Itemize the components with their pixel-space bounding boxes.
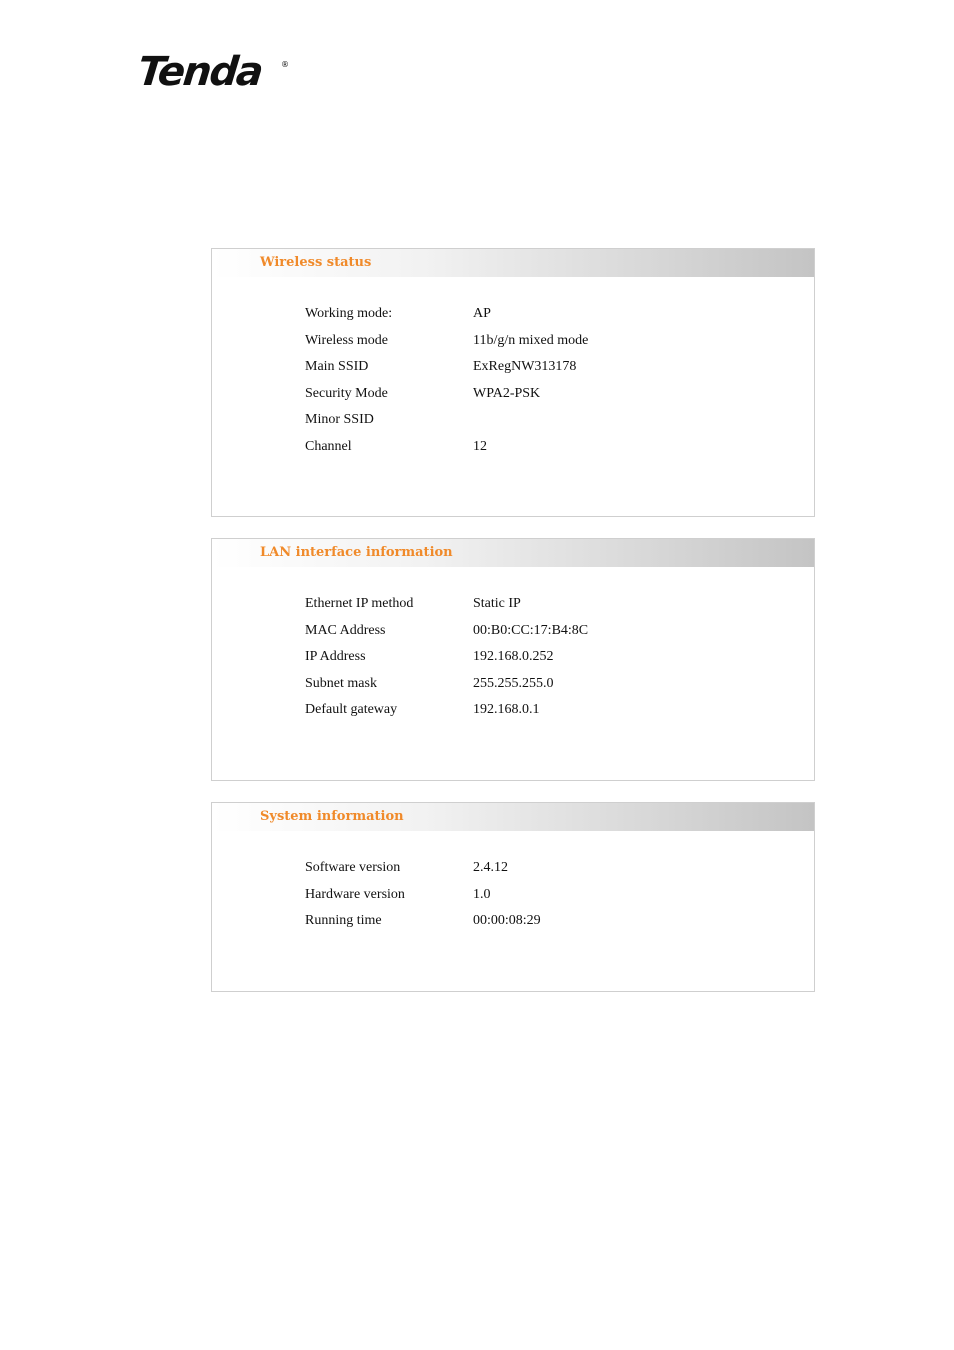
info-row-main-ssid	[305, 357, 814, 384]
row-value: 11b/g/n mixed mode	[473, 332, 589, 348]
wireless-status-rows	[305, 304, 814, 463]
tenda-logo	[135, 49, 289, 95]
row-value: 2.4.12	[473, 860, 508, 875]
panel-header	[212, 803, 814, 831]
row-label: Subnet mask	[305, 675, 377, 691]
lan-interface-panel	[211, 538, 815, 781]
info-row-subnet-mask	[305, 674, 814, 701]
wireless-status-panel	[211, 248, 815, 517]
info-row-mac-address	[305, 621, 814, 648]
row-label: Working mode:	[305, 306, 393, 321]
system-information-rows	[305, 858, 814, 938]
panel-title: LAN interface information	[260, 545, 453, 560]
row-label: MAC Address	[305, 622, 386, 638]
row-value: Static IP	[473, 596, 521, 611]
info-row-minor-ssid	[305, 410, 814, 437]
info-row-running-time	[305, 911, 814, 938]
row-value: 00:B0:CC:17:B4:8C	[473, 622, 589, 638]
row-label: Hardware version	[305, 886, 405, 902]
row-label: Ethernet IP method	[305, 596, 414, 611]
row-label: Software version	[305, 860, 401, 875]
panel-header	[212, 539, 814, 567]
registered-mark: ®	[281, 60, 289, 69]
row-value: ExRegNW313178	[473, 359, 577, 374]
row-label: IP Address	[305, 649, 366, 664]
row-value: 255.255.255.0	[473, 675, 554, 691]
info-row-ip-address	[305, 647, 814, 674]
row-label: Minor SSID	[305, 412, 374, 427]
row-value: 00:00:08:29	[473, 913, 541, 928]
info-row-software-version	[305, 858, 814, 885]
panel-title: Wireless status	[260, 255, 372, 270]
row-value: 192.168.0.252	[473, 649, 554, 664]
row-label: Wireless mode	[305, 332, 389, 348]
row-label: Running time	[305, 913, 382, 928]
row-value: 192.168.0.1	[473, 702, 540, 717]
row-label: Channel	[305, 438, 352, 454]
row-value: 12	[473, 438, 487, 454]
info-row-security-mode	[305, 384, 814, 411]
row-value: 1.0	[473, 886, 491, 902]
logo-text: Tenda	[135, 49, 264, 95]
info-row-wireless-mode	[305, 331, 814, 358]
row-label: Main SSID	[305, 359, 369, 374]
info-row-default-gateway	[305, 700, 814, 727]
row-label: Security Mode	[305, 385, 388, 401]
info-row-ethernet-ip-method	[305, 594, 814, 621]
row-value: AP	[473, 306, 491, 321]
panel-title: System information	[260, 809, 404, 824]
row-label: Default gateway	[305, 702, 398, 717]
system-information-panel	[211, 802, 815, 992]
panel-header	[212, 249, 814, 277]
info-row-working-mode	[305, 304, 814, 331]
row-value: WPA2-PSK	[473, 385, 541, 401]
info-row-hardware-version	[305, 885, 814, 912]
info-row-channel	[305, 437, 814, 464]
lan-interface-rows	[305, 594, 814, 727]
